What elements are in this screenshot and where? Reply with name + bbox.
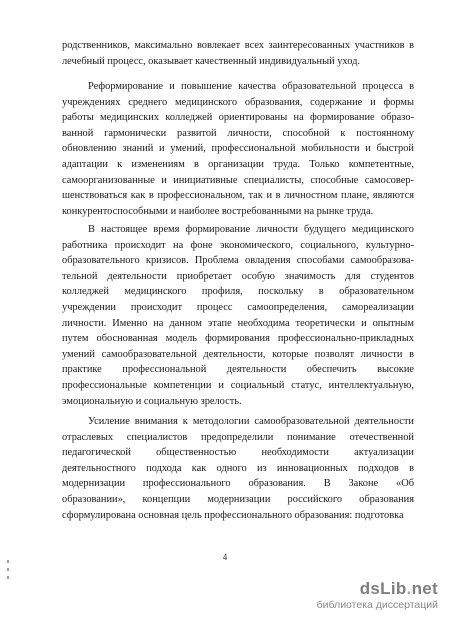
text-line: сформулирована основная цель профессионального образования: подготовка bbox=[62, 509, 404, 521]
watermark bbox=[288, 579, 438, 611]
text-line: ванной гармонически развитой личности, способной к постоянному bbox=[62, 127, 414, 139]
text-line: эмоциональную и социальную зрелость. bbox=[62, 395, 242, 407]
text-line: образовании», концепции модернизации российского образования bbox=[62, 493, 414, 505]
watermark-logo bbox=[288, 579, 438, 599]
text-line: учреждениях среднего медицинского образования, содержание и формы bbox=[62, 96, 414, 108]
text-line: образовательного кризисов. Проблема овладения способами самообразова- bbox=[62, 255, 414, 267]
paragraph-4 bbox=[62, 414, 414, 523]
text-line: самоорганизованные и инициативные специалисты, способные самосовер- bbox=[62, 174, 414, 186]
text-line: лечебный процесс, оказывает качественный индивидуальный уход. bbox=[62, 55, 361, 67]
text-line: работы медицинских колледжей ориентированы на формирование образо- bbox=[62, 112, 414, 124]
text-line: шенствоваться как в профессиональном, так и в личностном плане, являются bbox=[62, 190, 414, 202]
text-line: Усиление внимания к методологии самообразовательной деятельности bbox=[88, 416, 414, 427]
text-line: практике профессиональной деятельности обеспечить высокие bbox=[62, 364, 414, 376]
text-line: модернизации профессионального образования. В Законе «Об bbox=[62, 478, 414, 490]
paragraph-1 bbox=[62, 38, 414, 69]
text-line: Реформирование и повышение качества образовательной процесса в bbox=[88, 81, 414, 92]
text-line: деятельностного подхода как одного из инновационных подходов в bbox=[62, 462, 414, 474]
text-line: колледжей медицинского профиля, поскольку в образовательном bbox=[62, 286, 414, 298]
text-line: отраслевых специалистов предопределили понимание отечественной bbox=[62, 431, 414, 443]
text-line: тельной деятельности приобретает особую значимость для студентов bbox=[62, 270, 414, 282]
page-number: 4 bbox=[222, 552, 228, 562]
watermark-logo-main: dsLib bbox=[359, 579, 407, 598]
text-line: В настоящее время формирование личности будущего медицинского bbox=[88, 224, 414, 235]
text-line: профессиональные компетенции и социальный статус, интеллектуальную, bbox=[62, 379, 414, 391]
text-line: обновлению знаний и умений, профессиональной мобильности и быстрой bbox=[62, 143, 414, 155]
text-line: умений самообразовательной деятельности, которые позволят личности в bbox=[62, 348, 414, 360]
watermark-logo-dot: . bbox=[406, 579, 412, 598]
paragraph-2 bbox=[62, 79, 414, 219]
text-line: конкурентоспособными и наиболее востребованными на рынке труда. bbox=[62, 205, 374, 217]
text-line: путем обоснованная модель формирования профессионально-прикладных bbox=[62, 333, 414, 345]
paragraph-3 bbox=[62, 222, 414, 409]
watermark-subtitle: библиотека диссертаций bbox=[316, 599, 438, 611]
text-line: родственников, максимально вовлекает всех заинтересованных участников в bbox=[62, 40, 414, 51]
text-line: учреждении происходит процесс самоопределения, самореализации bbox=[62, 301, 414, 313]
margin-tick bbox=[7, 576, 9, 579]
watermark-logo-tld: net bbox=[411, 579, 438, 598]
margin-marks bbox=[6, 560, 12, 584]
text-line: педагогической общественностью необходимости актуализации bbox=[62, 447, 414, 459]
margin-tick bbox=[7, 568, 9, 571]
text-line: работника происходит на фоне экономического, социального, культурно- bbox=[62, 239, 414, 251]
text-line: личности. Именно на данном этапе необходима теоретически и опытным bbox=[62, 317, 414, 329]
text-line: адаптации к изменениям в организации труда. Только компетентные, bbox=[62, 158, 414, 170]
